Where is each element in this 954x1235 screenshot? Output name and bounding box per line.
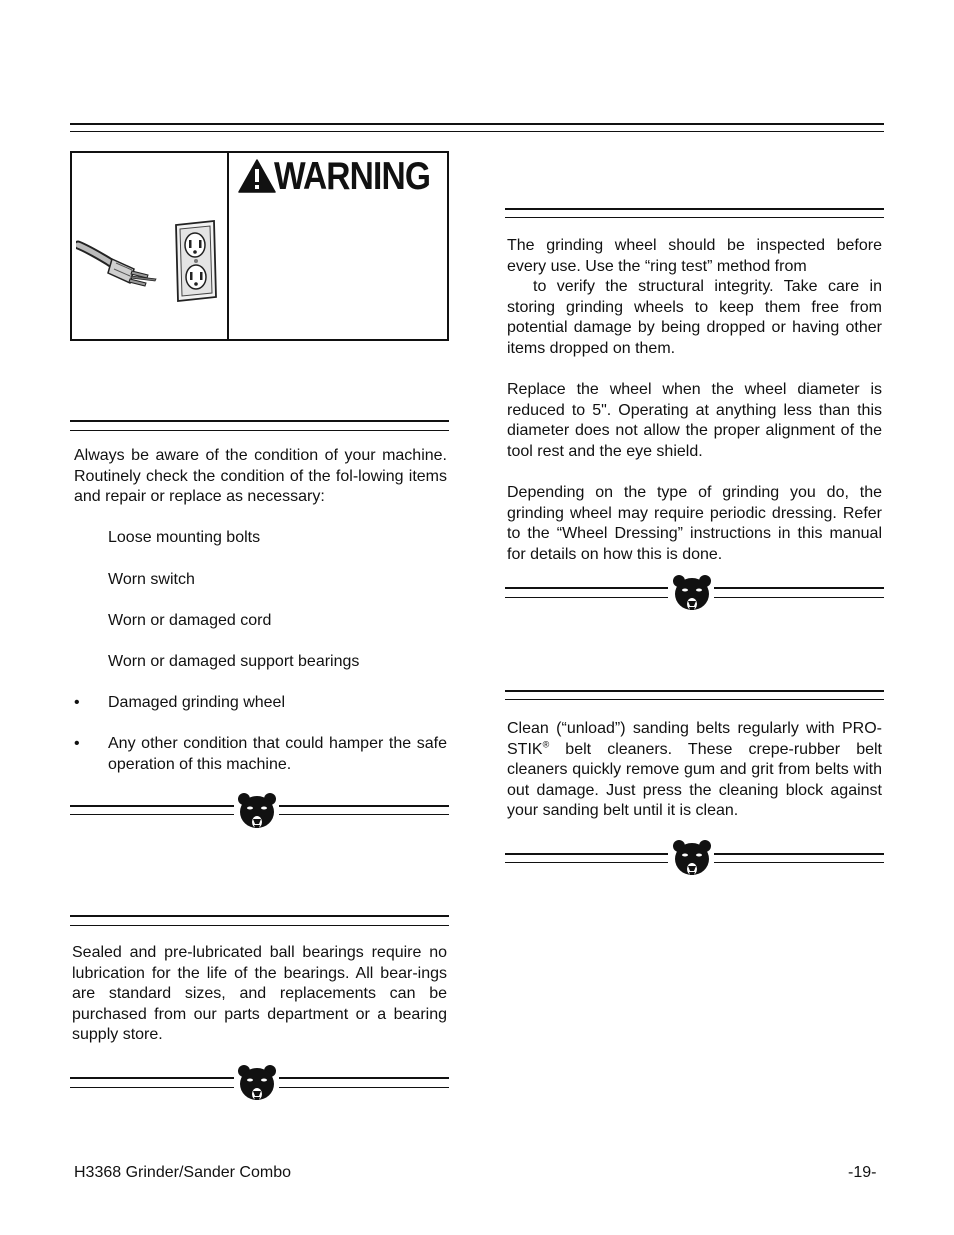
bear-divider-rule xyxy=(714,862,884,863)
wheel-dressing-paragraph: Depending on the type of grinding you do, the grinding wheel may require periodic dressing. Refer to the “Wheel Dressing” instructions in this manual for details on how this is done. xyxy=(507,484,882,563)
bear-logo-icon xyxy=(237,1064,277,1106)
bear-logo-icon xyxy=(672,839,712,881)
wheel-rule-upper xyxy=(505,208,884,210)
bear-divider-rule xyxy=(505,862,668,863)
bear-logo-icon xyxy=(237,792,277,834)
bear-divider-rule xyxy=(279,814,449,815)
warning-heading: WARNING xyxy=(274,155,431,198)
checklist-item: Worn or damaged cord xyxy=(108,612,272,629)
belt-cleaning-paragraph xyxy=(507,719,882,822)
checklist-item: Loose mounting bolts xyxy=(108,529,261,546)
bear-divider-rule xyxy=(714,597,884,598)
footer-page-number: -19- xyxy=(848,1164,877,1181)
bear-divider-rule xyxy=(714,587,884,589)
bear-divider-rule xyxy=(70,1087,234,1088)
general-intro-paragraph: Always be aware of the condition of your machine. Routinely check the condition of the fol-lowing items and repair or replace as necessary: xyxy=(74,447,447,506)
caution-triangle-icon xyxy=(238,159,276,193)
wheel-replace-paragraph: Replace the wheel when the wheel diameter is reduced to 5". Operating at anything less than this diameter does not allow the proper alignment of the tool rest and the eye shield. xyxy=(507,381,882,460)
bear-divider-rule xyxy=(714,853,884,855)
top-rule-lower xyxy=(70,131,884,132)
bear-divider-rule xyxy=(70,1077,234,1079)
checklist-item: Damaged grinding wheel xyxy=(108,694,285,711)
bear-divider-rule xyxy=(70,805,234,807)
general-rule-upper xyxy=(70,420,449,422)
top-rule-upper xyxy=(70,123,884,125)
bear-divider-rule xyxy=(279,1087,449,1088)
lubrication-rule-lower xyxy=(70,925,449,926)
checklist-item: Any other condition that could hamper the safe operation of this machine. xyxy=(108,735,447,773)
belt-rule-upper xyxy=(505,690,884,692)
warning-box-divider xyxy=(227,153,229,339)
bullet-mark: • xyxy=(74,735,80,752)
bear-divider-rule xyxy=(505,597,668,598)
lubrication-rule-upper xyxy=(70,915,449,917)
general-rule-lower xyxy=(70,430,449,431)
bear-divider-rule xyxy=(279,805,449,807)
checklist-item: Worn switch xyxy=(108,571,195,588)
belt-cleaning-text-b: belt cleaners. These crepe-rubber belt cleaners quickly remove gum and grit from belts with out damage. Just press the cleaning block against your sanding belt until it is clean. xyxy=(507,740,882,820)
belt-cleaning-text-a: Clean (“unload”) sanding belts regularly with PRO-STIK xyxy=(507,720,882,758)
registered-mark: ® xyxy=(542,739,550,750)
belt-rule-lower xyxy=(505,699,884,700)
bear-divider-rule xyxy=(505,587,668,589)
wheel-rule-lower xyxy=(505,217,884,218)
bear-divider-rule xyxy=(279,1077,449,1079)
bear-logo-icon xyxy=(672,574,712,616)
footer-model-name: H3368 Grinder/Sander Combo xyxy=(74,1164,292,1181)
wheel-inspection-line2: to verify the structural integrity. Take care in storing grinding wheels to keep them free from potential damage by being dropped or having other items dropped on them. xyxy=(507,278,882,357)
wheel-inspection-line1: The grinding wheel should be inspected before every use. Use the “ring test” method from xyxy=(507,237,882,275)
bullet-mark: • xyxy=(74,694,80,711)
lubrication-paragraph: Sealed and pre-lubricated ball bearings require no lubrication for the life of the bearings. All bear-ings are standard sizes, and replacements can be purchased from our parts department or a bearing supply store. xyxy=(72,944,447,1044)
wheel-inspection-paragraph xyxy=(507,236,882,360)
bear-divider-rule xyxy=(505,853,668,855)
plug-and-outlet-illustration xyxy=(76,219,222,309)
warning-box xyxy=(70,151,449,341)
bear-divider-rule xyxy=(70,814,234,815)
checklist-item: Worn or damaged support bearings xyxy=(108,653,360,670)
